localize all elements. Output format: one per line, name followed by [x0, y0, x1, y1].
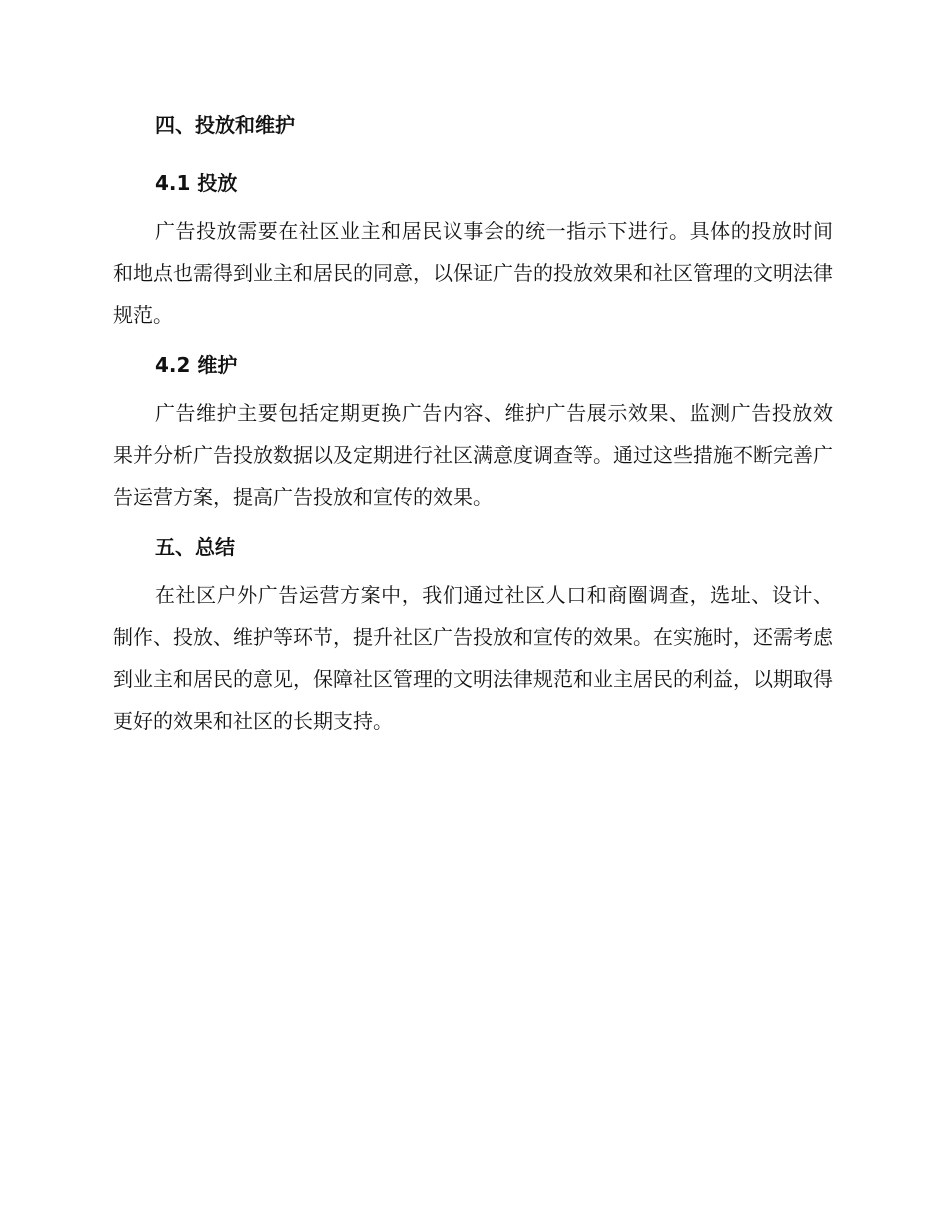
section-5-paragraph: 在社区户外广告运营方案中，我们通过社区人口和商圈调查，选址、设计、制作、投放、维护等环节，提升社区广告投放和宣传的效果。在实施时，还需考虑到业主和居民的意见，保障社区管理的文明法律规范和业主居民的利益，以期取得更好的效果和社区的长期支持。	[113, 583, 833, 733]
section-5-heading: 五、总结	[155, 535, 235, 559]
subsection-4-2-paragraph: 广告维护主要包括定期更换广告内容、维护广告展示效果、监测广告投放效果并分析广告投放数据以及定期进行社区满意度调查等。通过这些措施不断完善广告运营方案，提高广告投放和宣传的效果。	[113, 401, 833, 509]
subsection-4-1-paragraph: 广告投放需要在社区业主和居民议事会的统一指示下进行。具体的投放时间和地点也需得到业主和居民的同意，以保证广告的投放效果和社区管理的文明法律规范。	[113, 219, 833, 327]
section-4-heading: 四、投放和维护	[155, 113, 295, 137]
subsection-4-1-heading: 4.1 投放	[155, 171, 238, 195]
document-body	[113, 110, 833, 742]
subsection-4-2-heading: 4.2 维护	[155, 353, 238, 377]
